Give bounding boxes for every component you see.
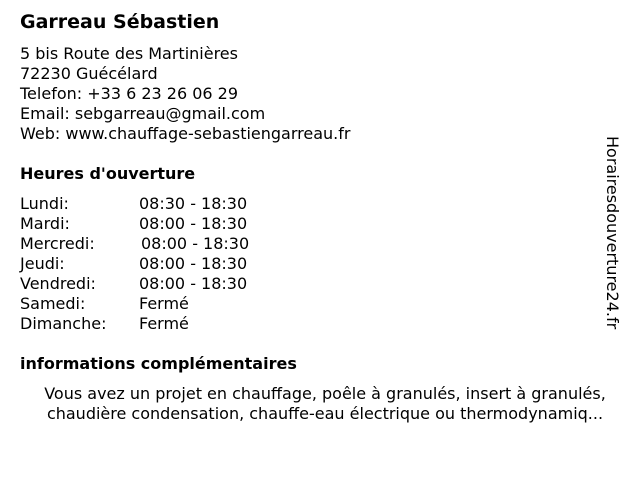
phone-number: Telefon: +33 6 23 26 06 29 [20,84,239,103]
day-label: Mercredi: [20,234,95,253]
hours-value: 08:00 - 18:30 [139,274,248,293]
opening-hours-table [20,194,280,334]
contact-block [20,44,350,144]
additional-info-heading: informations complémentaires [20,354,297,373]
day-label: Mardi: [20,214,70,233]
day-label: Lundi: [20,194,69,213]
address-city: 72230 Guécélard [20,64,158,83]
hours-row-friday [20,274,280,294]
hours-value: Fermé [139,314,189,333]
hours-value: 08:00 - 18:30 [139,214,248,233]
hours-row-saturday [20,294,280,314]
opening-hours-heading: Heures d'ouverture [20,164,196,183]
hours-row-thursday [20,254,280,274]
hours-row-monday [20,194,280,214]
description-line: Vous avez un projet en chauffage, poêle à granulés, insert à granulés, [44,384,606,403]
day-label: Jeudi: [20,254,65,273]
hours-value: Fermé [139,294,189,313]
website-address: Web: www.chauffage-sebastiengarreau.fr [20,124,351,143]
description-line: chaudière condensation, chauffe-eau électrique ou thermodynamiq... [46,404,604,423]
hours-value: 08:30 - 18:30 [139,194,248,213]
hours-row-wednesday [20,234,280,254]
day-label: Vendredi: [20,274,96,293]
hours-row-sunday [20,314,280,334]
day-label: Samedi: [20,294,86,313]
business-name: Garreau Sébastien [20,11,220,33]
day-label: Dimanche: [20,314,107,333]
hours-row-tuesday [20,214,280,234]
hours-value: 08:00 - 18:30 [139,254,248,273]
email-address: Email: sebgarreau@gmail.com [20,104,266,123]
hours-value: 08:00 - 18:30 [141,234,250,253]
additional-info-text [20,384,630,424]
address-street: 5 bis Route des Martinières [20,44,238,63]
site-watermark: Horairesdouverture24.fr [603,136,622,330]
